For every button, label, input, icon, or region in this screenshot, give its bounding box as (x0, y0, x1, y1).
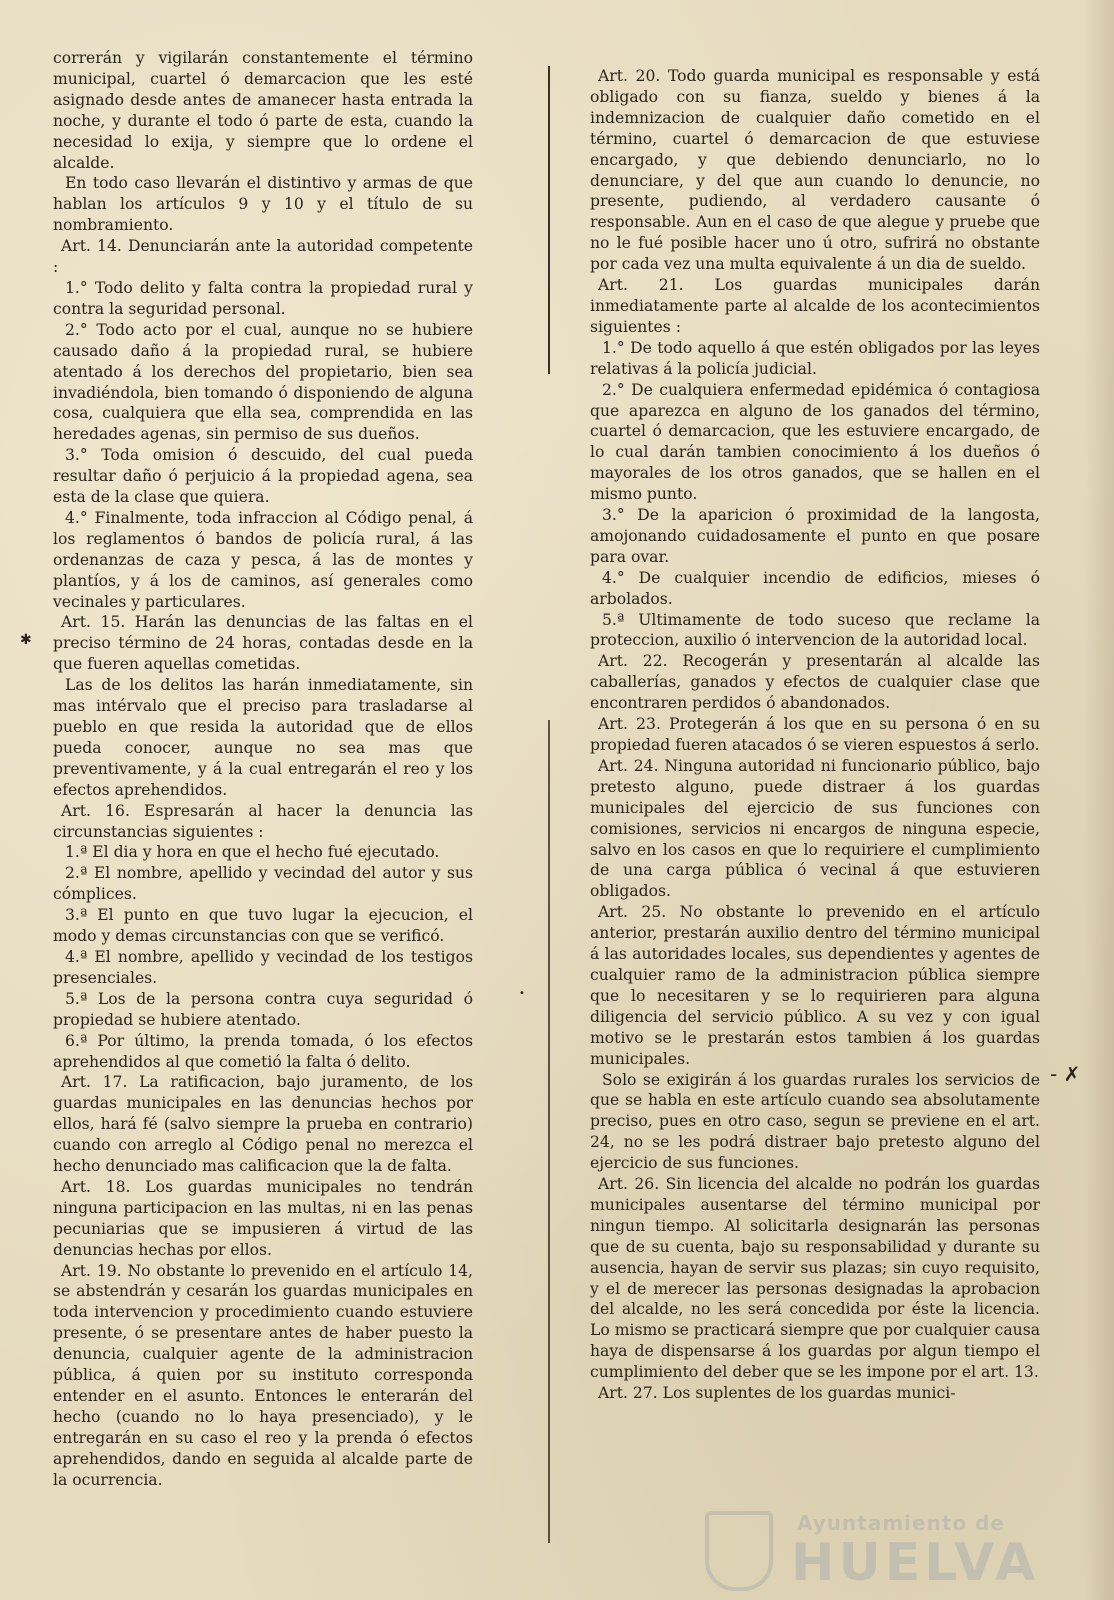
paragraph: 1.° Todo delito y falta contra la propiedad rural y contra la seguridad personal. (53, 278, 473, 318)
paragraph: 6.ª Por último, la prenda tomada, ó los efectos aprehendidos al que cometió la falta ó delito. (53, 1031, 473, 1071)
right-column (590, 66, 1040, 1404)
article-17: Art. 17. La ratificacion, bajo juramento, de los guardas municipales en las denuncias hechos por ellos, hará fé (salvo siempre la prueba en contrario) cuando con arreglo al Código penal no merezca el hecho denunciado mas calificacion que la de falta. (53, 1073, 473, 1176)
paragraph: 2.° De cualquiera enfermedad epidémica ó contagiosa que aparezca en alguno de los ganados del término, cuartel ó demarcacion, que les estuviere encargado, de lo cual darán tambien conocimiento á los dueños ó mayorales de los otros ganados, que se hallen en el mismo punto. (590, 380, 1040, 504)
paragraph: Solo se exigirán á los guardas rurales los servicios de que se habla en este artículo cuando sea absolutamente preciso, pues en otro caso, segun se previene en el art. 24, no se les podrá distraer bajo pretesto alguno del ejercicio de sus funciones. (590, 1070, 1040, 1173)
article-23: Art. 23. Protegerán á los que en su persona ó en su propiedad fueren atacados ó se vieren espuestos á serlo. (590, 715, 1040, 754)
paragraph: 2.° Todo acto por el cual, aunque no se hubiere causado daño á la propiedad rural, se hubiere atentado á los derechos del propietario, bien sea invadiéndola, bien tomando ó disponiendo de alguna cosa, cualquiera que ella sea, comprendida en las heredades agenas, sin permiso de sus dueños. (53, 320, 473, 444)
article-15: Art. 15. Harán las denuncias de las faltas en el preciso término de 24 horas, contadas desde en la que fueren aquellas cometidas. (53, 613, 473, 674)
column-divider (548, 720, 550, 1543)
paragraph: 2.ª El nombre, apellido y vecindad del autor y sus cómplices. (53, 864, 473, 904)
article-26: Art. 26. Sin licencia del alcalde no podrán los guardas municipales ausentarse del término municipal por ningun tiempo. Al solicitarla designarán las personas que de su cuenta, bajo su responsabilidad y durante su ausencia, hayan de servir sus plazas; sin cuyo requisito, y el de merecer las personas designadas la aprobacion del alcalde, no les será concedida por éste la licencia. Lo mismo se practicará siempre que por cualquier causa haya de dispensarse á los guardas por algun tiempo el cumplimiento del deber que se les impone por el art. 13. (590, 1175, 1040, 1382)
article-19: Art. 19. No obstante lo prevenido en el artículo 14, se abstendrán y cesarán los guardas municipales en toda intervencion y procedimiento cuando estuviere presente, ó se presentare antes de haber puesto la denuncia, cualquier agente de la administracion pública, á quien por su instituto corresponda entender en el asunto. Entonces le enterarán del hecho (cuando no lo haya presenciado), y le entregarán en su caso el reo y la prenda ó efectos aprehendidos, dando en seguida al alcalde parte de la ocurrencia. (53, 1261, 473, 1489)
article-24: Art. 24. Ninguna autoridad ni funcionario público, bajo pretesto alguno, puede distraer á los guardas municipales del ejercicio de sus funciones con comisiones, servicios ni encargos de ninguna especie, salvo en los casos en que lo requiriere el cumplimiento de una carga pública ó vecinal á que estuvieren obligados. (590, 756, 1040, 901)
watermark-top-text: Ayuntamiento de (797, 1511, 1005, 1535)
left-column (53, 48, 473, 1491)
paragraph: 1.° De todo aquello á que estén obligados por las leyes relativas á la policía judicial. (590, 338, 1040, 378)
watermark-logo (705, 1505, 1040, 1593)
paragraph: En todo caso llevarán el distintivo y armas de que hablan los artículos 9 y 10 y el título de su nombramiento. (53, 174, 473, 235)
page-edge-shade (1084, 0, 1114, 1600)
paragraph: 4.ª El nombre, apellido y vecindad de los testigos presenciales. (53, 947, 473, 987)
margin-mark-icon: • (519, 988, 525, 999)
article-27: Art. 27. Los suplentes de los guardas munici- (598, 1384, 956, 1403)
paragraph: 1.ª El dia y hora en que el hecho fué ejecutado. (65, 843, 440, 862)
article-25: Art. 25. No obstante lo prevenido en el artículo anterior, prestarán auxilio dentro del término municipal á las autoridades locales, sus dependientes y agentes de cualquier ramo de la administracion pública siempre que lo necesitaren y se lo requirieren para alguna diligencia del servicio público. A su vez y con igual motivo se le prestarán estos tambien á los guardas municipales. (590, 903, 1040, 1068)
paragraph: 3.ª El punto en que tuvo lugar la ejecucion, el modo y demas circunstancias con que se verificó. (53, 906, 473, 946)
article-14: Art. 14. Denunciarán ante la autoridad competente : (53, 237, 473, 277)
article-18: Art. 18. Los guardas municipales no tendrán ninguna participacion en las multas, ni en las penas pecuniarias que se impusieren á virtud de las denuncias hechas por ellos. (53, 1177, 473, 1259)
article-22: Art. 22. Recogerán y presentarán al alcalde las caballerías, ganados y efectos de cualquier clase que encontraren perdidos ó abandonados. (590, 652, 1040, 713)
margin-mark-icon: ✱ (20, 632, 32, 648)
paragraph: 5.ª Los de la persona contra cuya seguridad ó propiedad se hubiere atentado. (53, 989, 473, 1029)
paragraph: correrán y vigilarán constantemente el término municipal, cuartel ó demarcacion que les esté asignado desde antes de amanecer hasta entrada la noche, y durante el todo ó parte de esta, cuando la necesidad lo exija, y siempre que lo ordene el alcalde. (53, 49, 473, 172)
paragraph: 3.° Toda omision ó descuido, del cual pueda resultar daño ó perjuicio á la propiedad agena, sea esta de la clase que quiera. (53, 446, 473, 507)
article-21: Art. 21. Los guardas municipales darán inmediatamente parte al alcalde de los acontecimientos siguientes : (590, 276, 1040, 336)
shield-icon (705, 1511, 773, 1591)
column-divider (548, 66, 550, 374)
article-20: Art. 20. Todo guarda municipal es responsable y está obligado con su fianza, sueldo y bienes á la indemnizacion de cualquier daño cometido en el término, cuartel ó demarcacion de que estuviese encargado, y que debiendo denunciarlo, no lo denunciare, y del que aun cuando lo denuncie, no presente, pudiendo, al verdadero causante ó responsable. Aun en el caso de que alegue y pruebe que no le fué posible hacer uno ú otro, sufrirá no obstante por cada vez una multa equivalente á un dia de sueldo. (590, 67, 1040, 274)
watermark-main-text: HUELVA (791, 1533, 1040, 1593)
paragraph: Las de los delitos las harán inmediatamente, sin mas intérvalo que el preciso para trasladarse al pueblo en que resida la autoridad que de ellos pueda conocer, aunque no sea mas que preventivamente, y á la cual entregarán el reo y los efectos aprehendidos. (53, 676, 473, 799)
paragraph: 3.° De la aparicion ó proximidad de la langosta, amojonando cuidadosamente el punto en que posare para ovar. (590, 506, 1040, 566)
paragraph: 4.° De cualquier incendio de edificios, mieses ó arbolados. (590, 568, 1040, 608)
paragraph: 5.ª Ultimamente de todo suceso que reclame la proteccion, auxilio ó intervencion de la autoridad local. (590, 610, 1040, 650)
margin-mark-icon: - ✗ (1050, 1062, 1081, 1086)
paragraph: 4.° Finalmente, toda infraccion al Código penal, á los reglamentos ó bandos de policía rural, á las ordenanzas de caza y pesca, á las de montes y plantíos, y á los de caminos, así generales como vecinales y particulares. (53, 508, 473, 611)
article-16: Art. 16. Espresarán al hacer la denuncia las circunstancias siguientes : (53, 801, 473, 841)
